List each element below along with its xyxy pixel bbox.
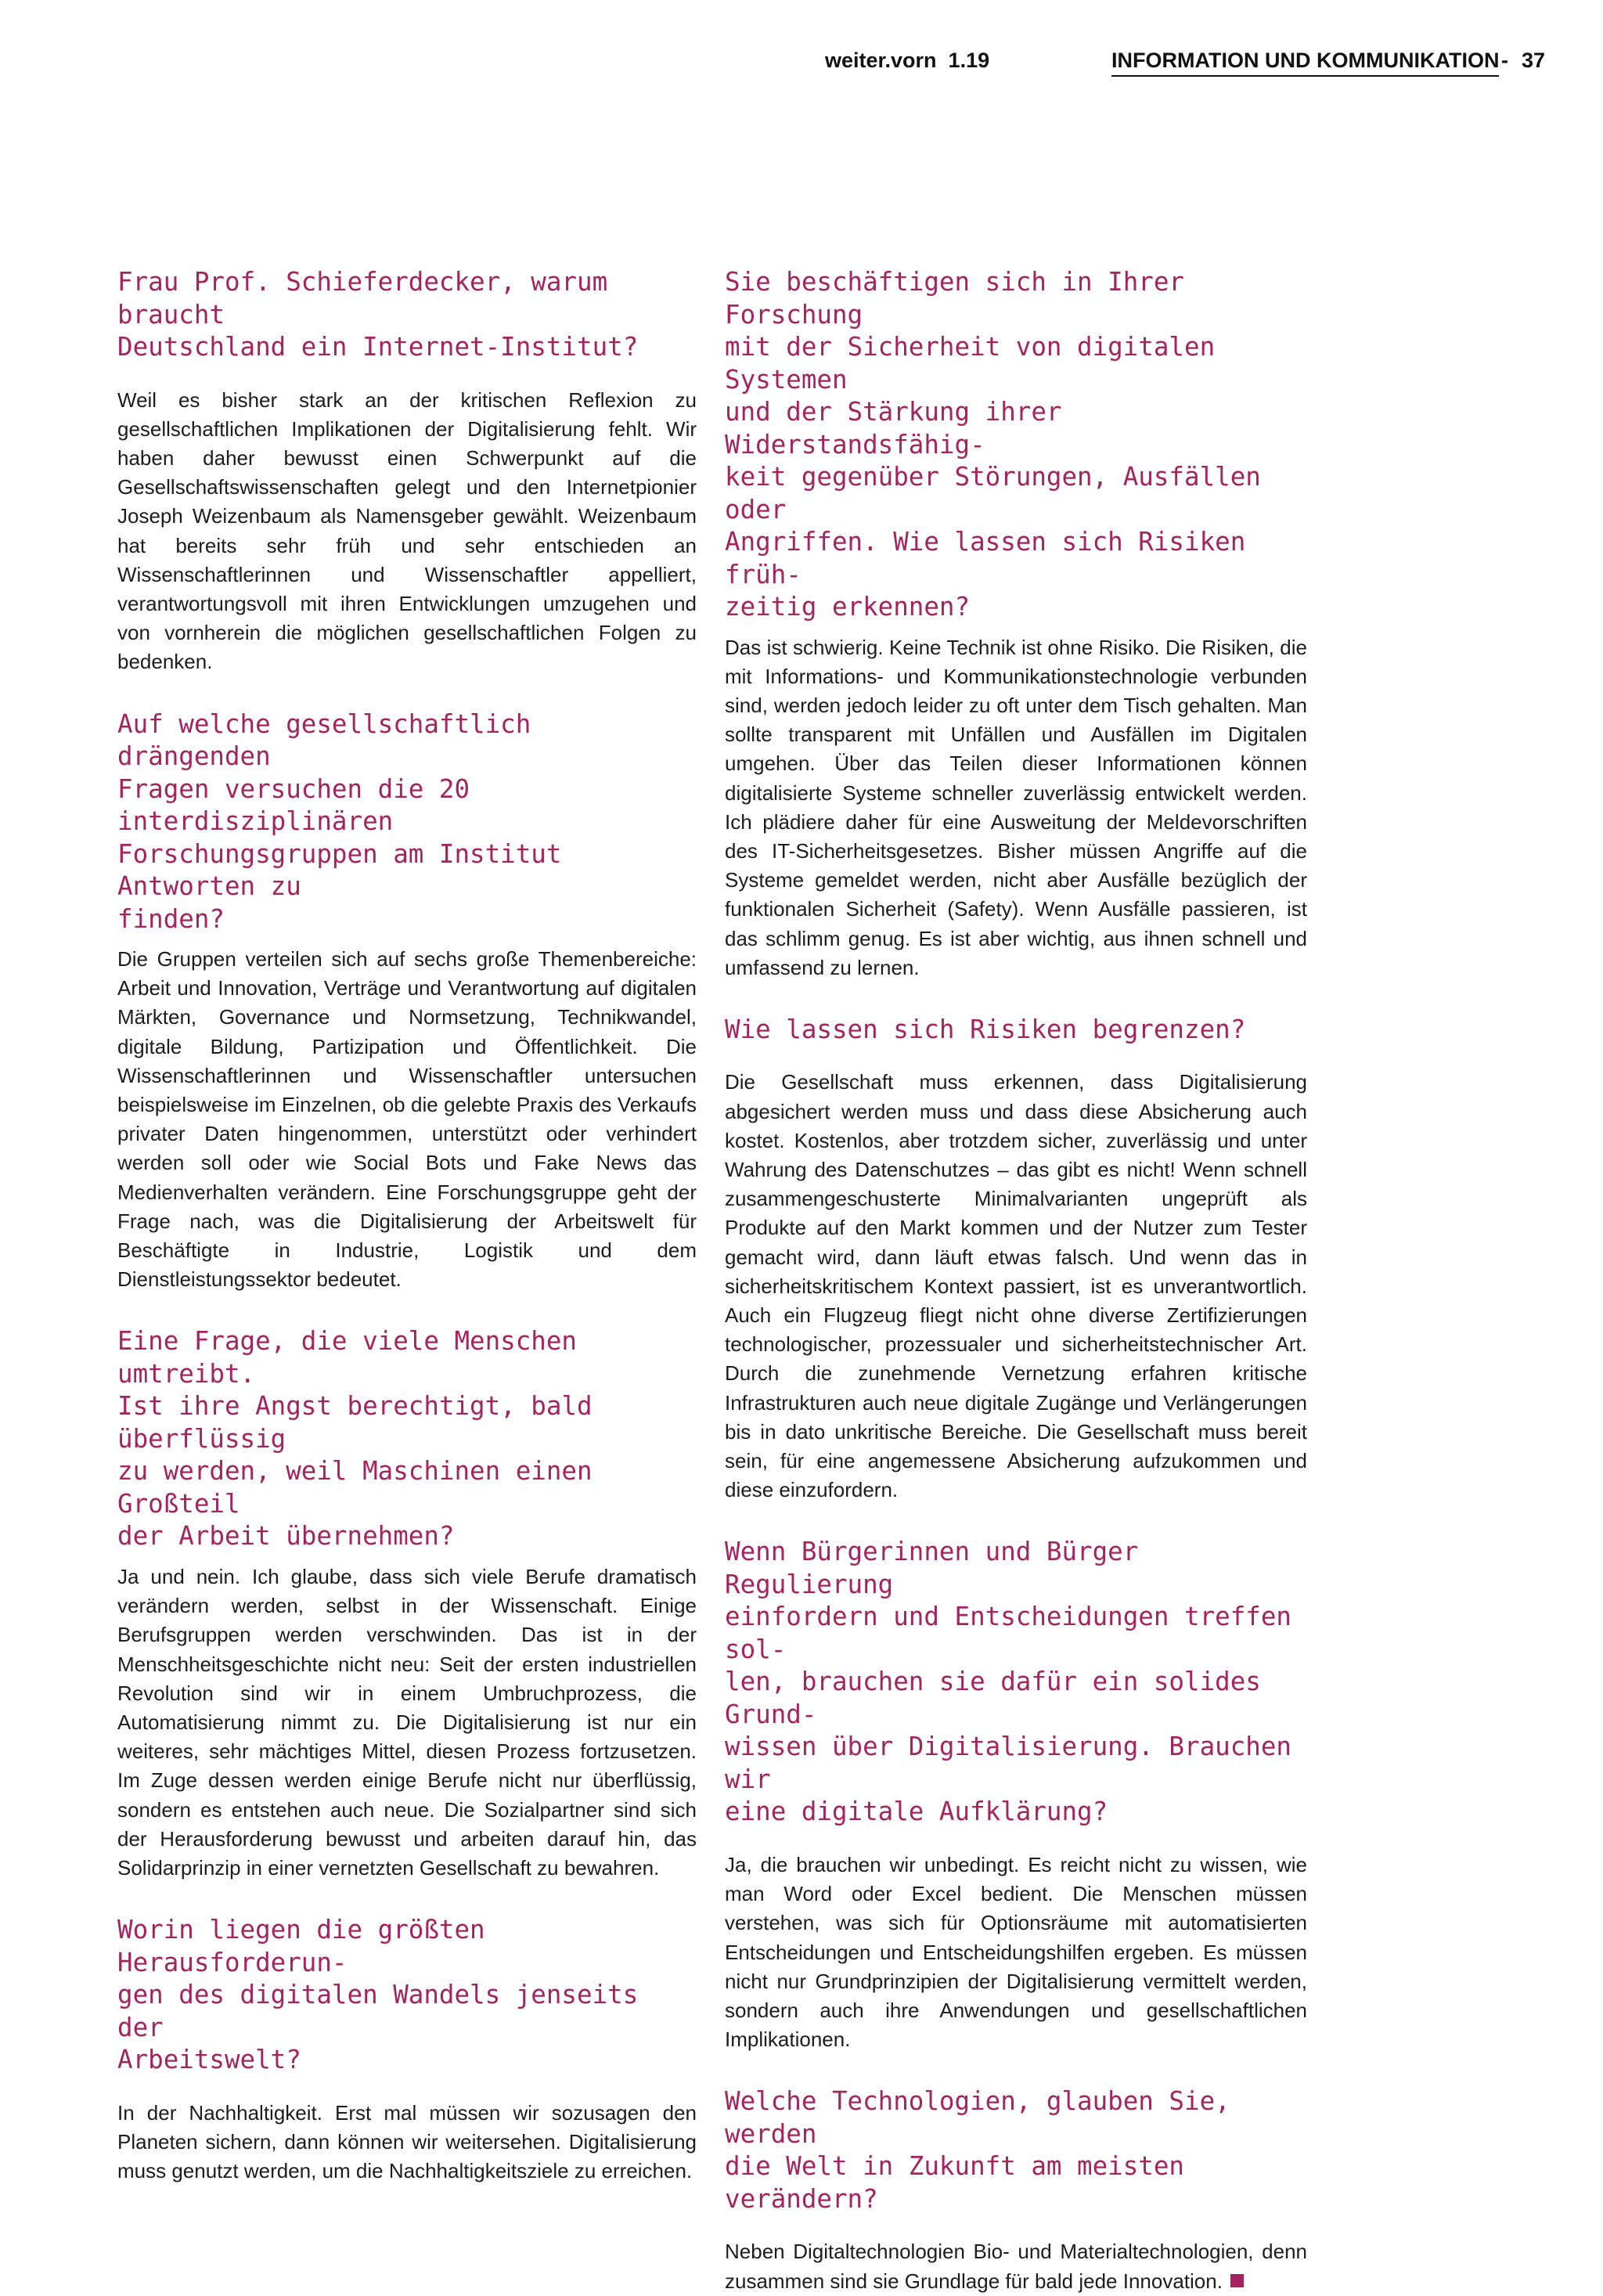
question: Eine Frage, die viele Menschen umtreibt. Ist ihre Angst berechtigt, bald überflüssig zu werden, weil Maschinen einen Großteil der Arbeit übernehmen? xyxy=(117,1326,593,1552)
question: Wie lassen sich Risiken begrenzen? xyxy=(725,1014,1246,1044)
end-square-icon xyxy=(1230,2274,1244,2287)
answer-with-end-mark xyxy=(725,2237,1307,2295)
question: Frau Prof. Schieferdecker, warum braucht Deutschland ein Internet-Institut? xyxy=(117,267,639,362)
question: Worin liegen die größten Herausforderun- gen des digitalen Wandels jenseits der Arbeitswelt? xyxy=(117,1915,639,2075)
answer: Weil es bisher stark an der kritischen Reflexion zu gesellschaftlichen Implikationen der Digitalisierung fehlt. Wir haben daher bewusst einen Schwerpunkt auf die Gesellschaftswissenschaften gelegt und den Internetpionier Joseph Weizenbaum als Namensgeber gewählt. Weizenbaum hat bereits sehr früh und sehr entschieden an Wissenschaftlerinnen und Wissenschaftler appelliert, verantwortungsvoll mit ihren Entwicklungen umzugehen und von vornherein die möglichen gesellschaftlichen Folgen zu bedenken. xyxy=(117,387,697,674)
page-number: 37 xyxy=(1521,49,1545,72)
answer: Neben Digitaltechnologien Bio- und Materialtechnologien, denn zusammen sind sie Grundlage für bald jede Innovation. xyxy=(725,2240,1307,2293)
header-separator: - xyxy=(1501,49,1508,72)
answer: Ja, die brauchen wir unbedingt. Es reicht nicht zu wissen, wie man Word oder Excel bedient. Die Menschen müssen verstehen, was sich für Optionsräume mit automatisierten Entscheidungen und Entscheidungshilfen ergeben. Es müssen nicht nur Grundprinzipien der Digitalisierung vermittelt werden, sondern auch ihre Anwendungen und gesellschaftlichen Implikationen. xyxy=(725,1852,1307,2052)
question: Auf welche gesellschaftlich drängenden Fragen versuchen die 20 interdisziplinären Forschungsgruppen am Institut Antworten zu finden? xyxy=(117,708,562,934)
answer: Die Gruppen verteilen sich auf sechs große Themenbereiche: Arbeit und Innovation, Verträge und Verantwortung auf digitalen Märkten, Governance und Normsetzung, Technikwandel, digitale Bildung, Partizipation und Öffentlichkeit. Die Wissenschaftlerinnen und Wissenschaftler untersuchen beispielsweise im Einzelnen, ob die gelebte Praxis des Verkaufs privater Daten hingenommen, unterstützt oder verhindert werden soll oder wie Social Bots und Fake News das Medienverhalten verändern. Eine Forschungsgruppe geht der Frage nach, was die Digitalisierung der Arbeitswelt für Beschäftigte in Industrie, Logistik und dem Dienstleistungssektor bedeutet. xyxy=(117,947,697,1292)
magazine-issue: weiter.vorn 1.19 xyxy=(825,49,990,72)
page-header xyxy=(825,49,1545,80)
right-column xyxy=(725,266,1307,2296)
answer: Die Gesellschaft muss erkennen, dass Digitalisierung abgesichert werden muss und dass diese Absicherung auch kostet. Kostenlos, aber trotzdem sicher, zuverlässig und unter Wahrung des Datenschutzes – das gibt es nicht! Wenn schnell zusammengeschusterte Minimalvarianten ungeprüft als Produkte auf den Markt kommen und der Nutzer zum Tester gemacht wird, dann läuft etwas falsch. Und wenn das in sicherheitskritischem Kontext passiert, ist es unverantwortlich. Auch ein Flugzeug fliegt nicht ohne diverse Zertifizierungen technologischer, prozessualer und sicherheitstechnischer Art. Durch die zunehmende Vernetzung erfahren kritische Infrastrukturen auch neue digitale Zugänge und Verlängerungen bis in dato unkritische Bereiche. Die Gesellschaft muss bereit sein, für eine angemessene Absicherung aufzukommen und diese einzufordern. xyxy=(725,1070,1307,1502)
answer: Ja und nein. Ich glaube, dass sich viele Berufe dramatisch verändern werden, selbst in der Wissenschaft. Einige Berufsgruppen werden verschwinden. Das ist in der Menschheitsgeschichte nicht neu: Seit der ersten industriellen Revolution sind wir in einem Umbruchprozess, die Automatisierung nimmt zu. Die Digitalisierung ist nur ein weiteres, sehr mächtiges Mittel, diesen Prozess fortzusetzen. Im Zuge dessen werden einige Berufe nicht nur überflüssig, sondern es entstehen auch neue. Die Sozialpartner sind sich der Herausforderung bewusst und arbeiten darauf hin, das Solidarprinzip in einer vernetzten Gesellschaft zu bewahren. xyxy=(117,1564,697,1880)
section-title: INFORMATION UND KOMMUNIKATION xyxy=(1111,49,1499,77)
left-column xyxy=(117,266,697,2186)
answer: In der Nachhaltigkeit. Erst mal müssen wir sozusagen den Planeten sichern, dann können wir weitersehen. Digitalisierung muss genutzt werden, um die Nachhaltigkeitsziele zu erreichen. xyxy=(117,2100,697,2183)
question: Wenn Bürgerinnen und Bürger Regulierung einfordern und Entscheidungen treffen sol- len, brauchen sie dafür ein solides Grund- wissen über Digitalisierung. Brauchen wir eine digitale Aufklärung? xyxy=(725,1537,1291,1827)
answer: Das ist schwierig. Keine Technik ist ohne Risiko. Die Risiken, die mit Informations- und Kommunikationstechnologie verbunden sind, werden jedoch leider zu oft unter dem Tisch gehalten. Man sollte transparent mit Unfällen und Ausfällen im Digitalen umgehen. Über das Teilen dieser Informationen können digitalisierte Systeme schneller zuverlässig entwickelt werden. Ich plädiere daher für eine Ausweitung der Meldevorschriften des IT-Sicherheitsgesetzes. Bisher müssen Angriffe auf die Systeme gemeldet werden, nicht aber Ausfälle bezüglich der funktionalen Sicherheit (Safety). Wenn Ausfälle passieren, ist das schlimm genug. Es ist aber wichtig, aus ihnen schnell und umfassend zu lernen. xyxy=(725,635,1307,979)
question: Sie beschäftigen sich in Ihrer Forschung mit der Sicherheit von digitalen Systemen und der Stärkung ihrer Widerstandsfähig- keit gegenüber Störungen, Ausfällen oder Angriffen. Wie lassen sich Risiken früh- zeitig erkennen? xyxy=(725,267,1261,622)
question: Welche Technologien, glauben Sie, werden die Welt in Zukunft am meisten verändern? xyxy=(725,2086,1230,2214)
